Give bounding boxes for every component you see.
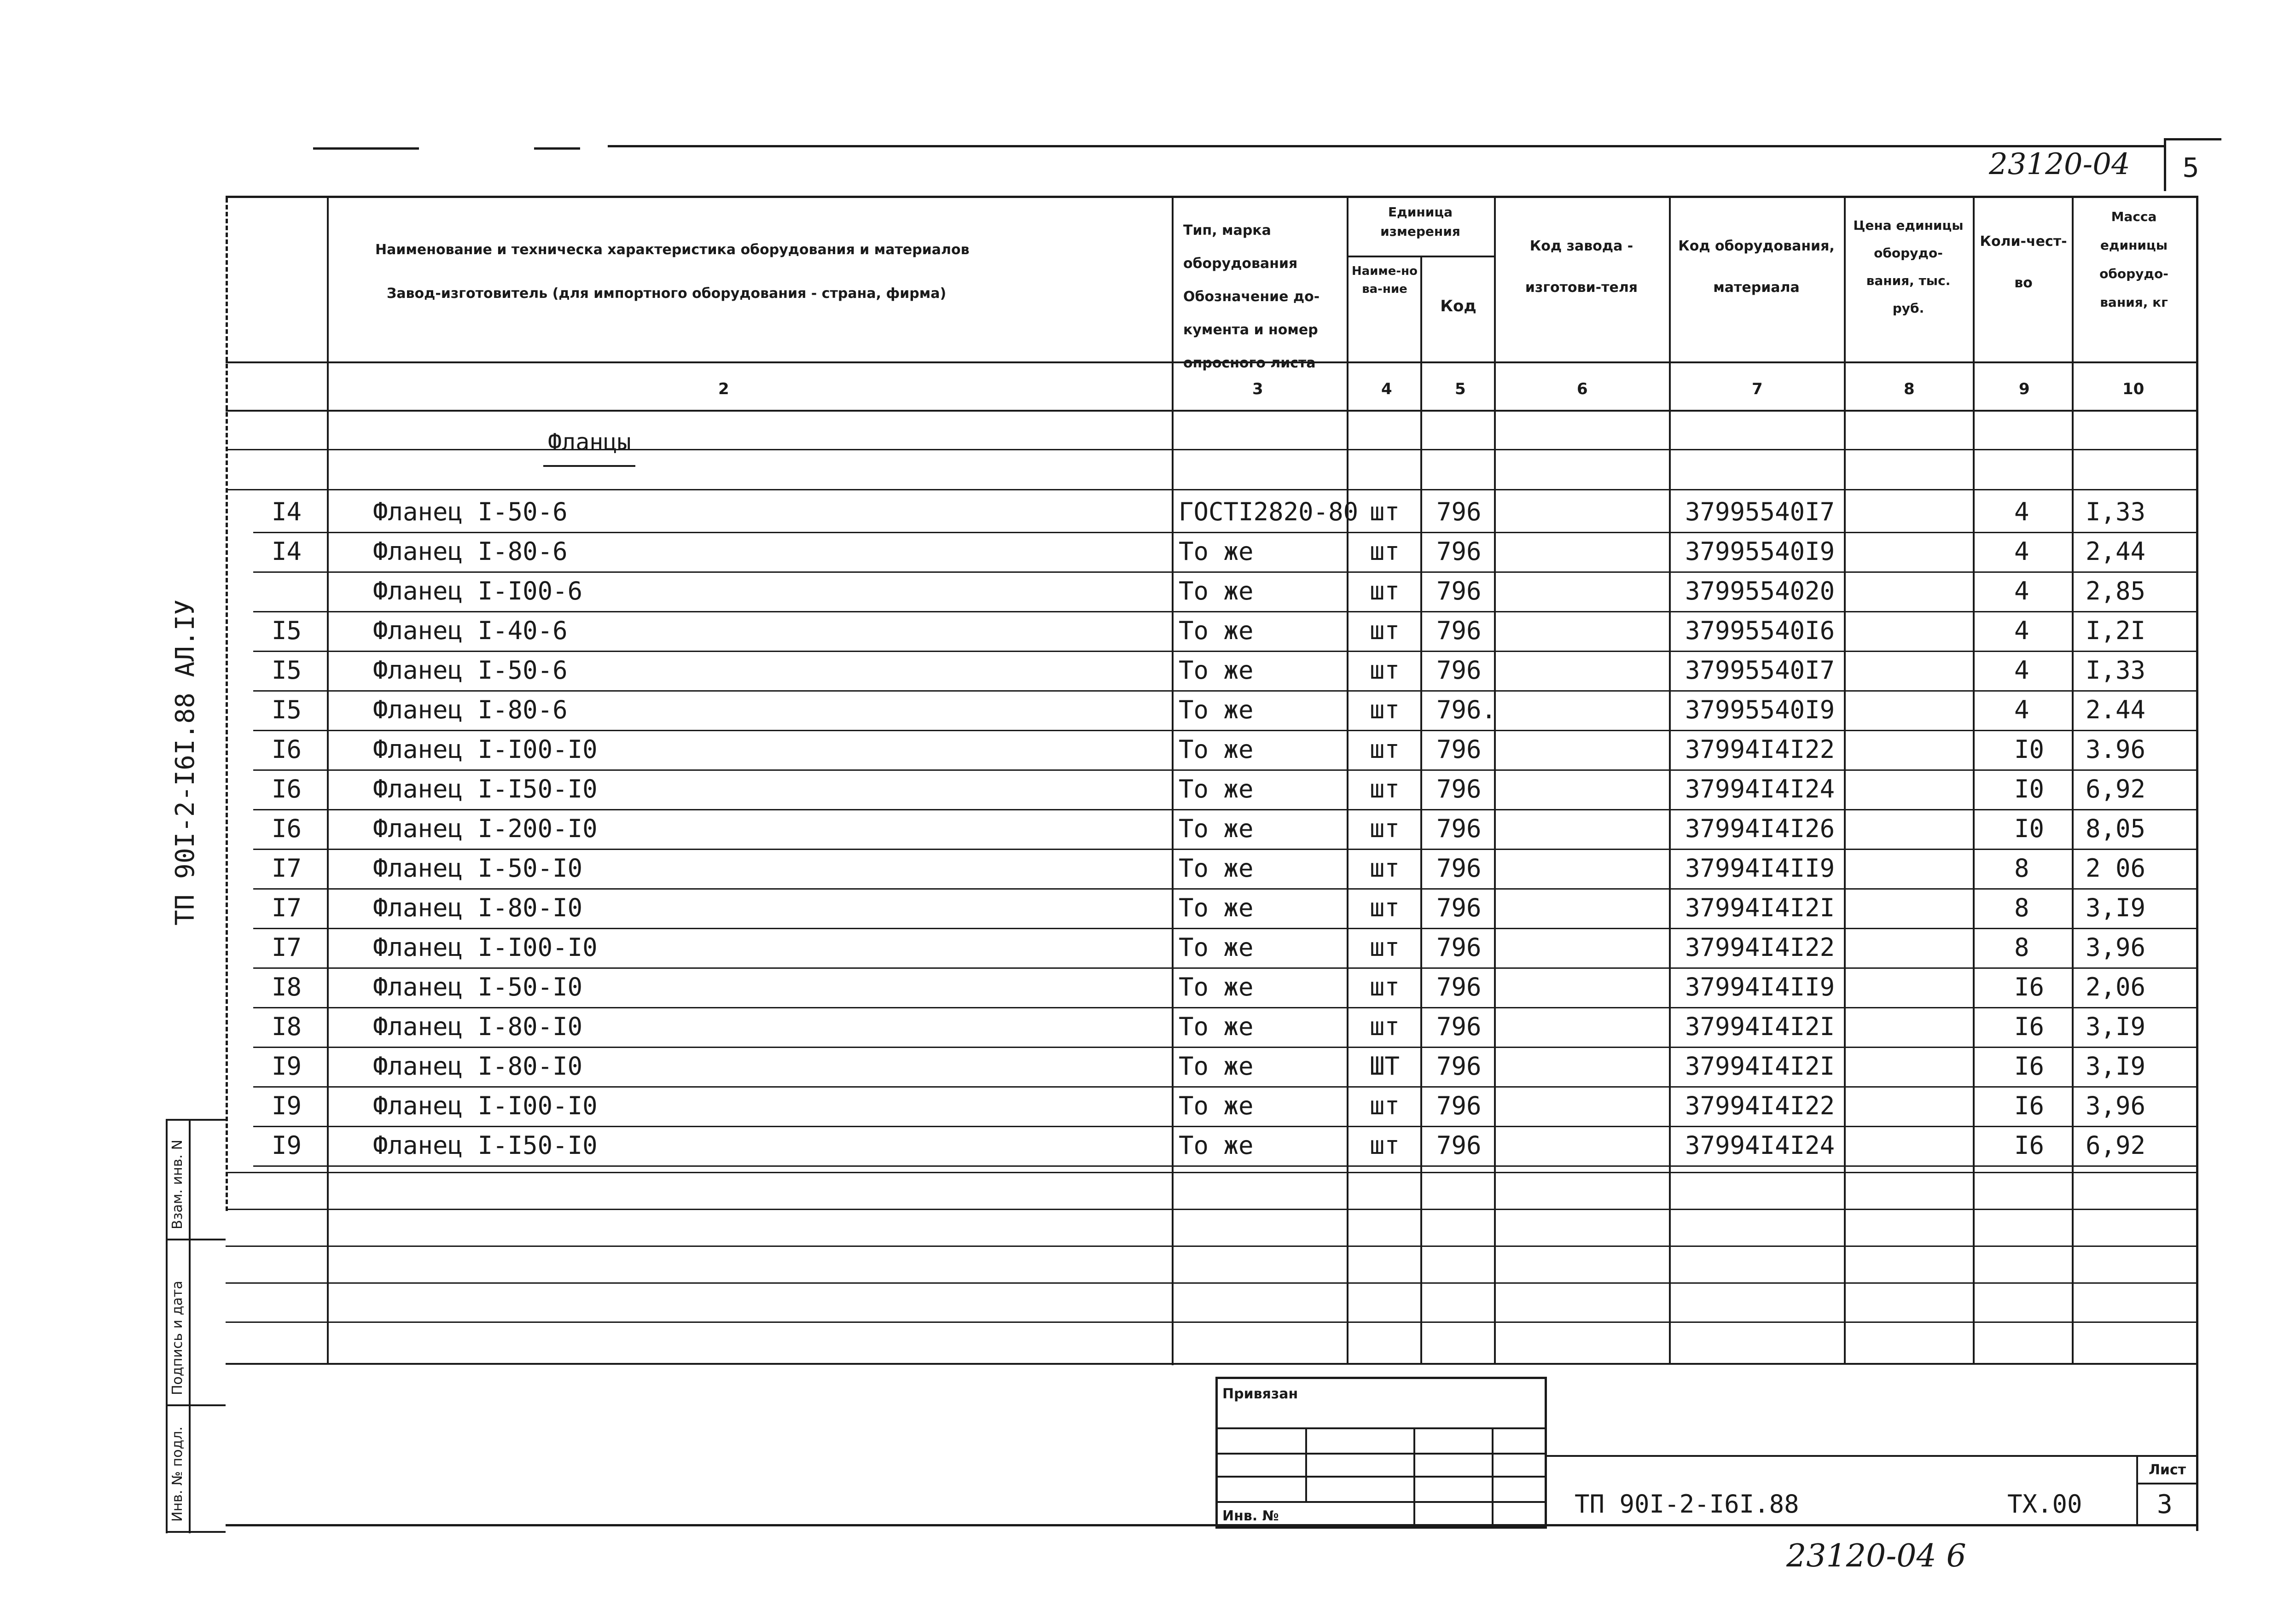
- cell-quantity: I6: [2014, 1012, 2045, 1041]
- cell-type: То же: [1179, 695, 1254, 724]
- colnum-4: 4: [1381, 380, 1392, 398]
- row-divider: [253, 730, 2196, 731]
- colnum-8: 8: [1904, 380, 1915, 398]
- cell-type: То же: [1179, 537, 1254, 566]
- header-col10: Масса единицы оборудо-вания, кг: [2099, 209, 2168, 310]
- cell-equipment-code: 3799554020: [1685, 576, 1835, 605]
- cell-unit-code: 796: [1436, 1012, 1482, 1041]
- cell-unit: шт: [1370, 933, 1400, 962]
- bound-stamp-line-3: [1215, 1476, 1545, 1478]
- cell-unit-code: 796: [1436, 616, 1482, 645]
- cell-unit-code: 796: [1436, 497, 1482, 526]
- empty-row-line-4: [226, 1282, 2196, 1284]
- bound-stamp-v-1: [1305, 1427, 1307, 1501]
- cell-quantity: 4: [2014, 537, 2029, 566]
- row-divider: [253, 611, 2196, 612]
- table-right-border: [2196, 196, 2198, 1531]
- colnum-9: 9: [2019, 380, 2030, 398]
- cell-position: I6: [272, 735, 302, 764]
- header-col2-line2: Завод-изготовитель (для импортного оборудования - страна, фирма): [387, 285, 947, 302]
- bound-label: Привязан: [1222, 1386, 1298, 1402]
- row-divider: [253, 651, 2196, 652]
- header-col3-line3: Обозначение до-: [1183, 289, 1320, 305]
- cell-unit: шт: [1370, 537, 1400, 566]
- cell-name: Фланец I-80-I0: [373, 1052, 583, 1081]
- cell-unit: шт: [1370, 735, 1400, 764]
- cell-name: Фланец I-50-I0: [373, 972, 583, 1001]
- cell-equipment-code: 37994I4II9: [1685, 972, 1835, 1001]
- cell-unit-code: 796: [1436, 1131, 1482, 1160]
- cell-type: То же: [1179, 933, 1254, 962]
- inv-label: Инв. №: [1222, 1508, 1279, 1524]
- sheet-number: 3: [2157, 1490, 2173, 1519]
- cell-position: I7: [272, 893, 302, 922]
- data-start-line: [226, 489, 2196, 490]
- cell-type: То же: [1179, 774, 1254, 803]
- cell-equipment-code: 37994I4I24: [1685, 1131, 1835, 1160]
- cell-position: I9: [272, 1052, 302, 1081]
- cell-type: То же: [1179, 656, 1254, 685]
- sheet-box-mid: [2136, 1483, 2196, 1484]
- cell-name: Фланец I-I00-I0: [373, 933, 598, 962]
- cell-name: Фланец I-80-6: [373, 537, 568, 566]
- section-code: ТХ.00: [2007, 1490, 2082, 1519]
- section-title-underline: [543, 465, 635, 467]
- col-line-9: [1973, 198, 1975, 1363]
- sheet-label: Лист: [2148, 1462, 2186, 1478]
- section-row-line: [226, 449, 2196, 450]
- doc-code: ТП 90I-2-I6I.88: [1575, 1490, 1799, 1519]
- colnum-6: 6: [1577, 380, 1588, 398]
- row-divider: [253, 1047, 2196, 1048]
- cell-unit-code: 796: [1436, 893, 1482, 922]
- cell-type: ГОСТI2820-80: [1179, 497, 1359, 526]
- row-divider: [253, 967, 2196, 969]
- cell-unit: шт: [1370, 774, 1400, 803]
- cell-equipment-code: 37994I4I22: [1685, 1091, 1835, 1120]
- row-divider: [253, 888, 2196, 890]
- cell-equipment-code: 37995540I7: [1685, 497, 1835, 526]
- table-left-border: [226, 198, 228, 1211]
- row-divider: [253, 809, 2196, 810]
- row-divider: [253, 1086, 2196, 1088]
- header-col6: Код завода - изготови-теля: [1525, 238, 1638, 296]
- cell-quantity: I6: [2014, 1091, 2045, 1120]
- cell-type: То же: [1179, 814, 1254, 843]
- section-title: Фланцы: [548, 429, 631, 455]
- side-doc-label: ТП 90I-2-I6I.88 АЛ.IУ: [170, 599, 200, 926]
- stamp-mid-border: [189, 1119, 191, 1533]
- table-bottom-line: [226, 1363, 2196, 1365]
- header-col3-line4: кумента и номер: [1183, 322, 1318, 338]
- cell-position: I8: [272, 1012, 302, 1041]
- empty-row-line-3: [226, 1246, 2196, 1247]
- stamp-label-3: Инв. № подл.: [169, 1426, 186, 1522]
- bound-stamp-line-1: [1215, 1427, 1545, 1429]
- row-divider: [253, 769, 2196, 771]
- header-col3-line2: оборудования: [1183, 256, 1298, 272]
- col-line-6: [1494, 198, 1496, 1363]
- colnum-2: 2: [718, 380, 729, 398]
- cell-position: I5: [272, 656, 302, 685]
- cell-position: I8: [272, 972, 302, 1001]
- colnum-7: 7: [1752, 380, 1763, 398]
- cell-quantity: I6: [2014, 1052, 2045, 1081]
- cell-name: Фланец I-I00-I0: [373, 1091, 598, 1120]
- header-col3-line5: опросного листа: [1183, 355, 1316, 371]
- bound-stamp-v-2: [1413, 1427, 1415, 1524]
- cell-type: То же: [1179, 616, 1254, 645]
- cell-mass: I,33: [2086, 656, 2146, 685]
- cell-unit-code: 796: [1436, 576, 1482, 605]
- cell-mass: 8,05: [2086, 814, 2146, 843]
- cell-mass: 3,I9: [2086, 893, 2146, 922]
- cell-name: Фланец I-200-I0: [373, 814, 598, 843]
- cell-name: Фланец I-80-I0: [373, 1012, 583, 1041]
- cell-name: Фланец I-80-I0: [373, 893, 583, 922]
- cell-name: Фланец I-50-6: [373, 656, 568, 685]
- top-dash-1: [313, 147, 419, 150]
- cell-name: Фланец I-40-6: [373, 616, 568, 645]
- cell-equipment-code: 37995540I6: [1685, 616, 1835, 645]
- cell-unit: шт: [1370, 1131, 1400, 1160]
- colnum-10: 10: [2122, 380, 2145, 398]
- cell-quantity: I6: [2014, 1131, 2045, 1160]
- cell-name: Фланец I-50-I0: [373, 854, 583, 883]
- colnum-3: 3: [1252, 380, 1263, 398]
- cell-position: I6: [272, 814, 302, 843]
- cell-position: I5: [272, 616, 302, 645]
- cell-unit: шт: [1370, 972, 1400, 1001]
- title-block-top: [1545, 1455, 2196, 1457]
- cell-unit: шт: [1370, 854, 1400, 883]
- cell-unit: шт: [1370, 814, 1400, 843]
- cell-quantity: I0: [2014, 814, 2045, 843]
- col-line-3: [1172, 198, 1174, 1365]
- col-line-7: [1669, 198, 1671, 1363]
- row-divider: [253, 571, 2196, 573]
- cell-position: I7: [272, 854, 302, 883]
- cell-mass: 3,96: [2086, 933, 2146, 962]
- cell-quantity: 4: [2014, 695, 2029, 724]
- cell-equipment-code: 37994I4I24: [1685, 774, 1835, 803]
- row-divider: [253, 532, 2196, 533]
- cell-mass: 2,06: [2086, 972, 2146, 1001]
- stamp-top: [166, 1119, 226, 1121]
- cell-quantity: 4: [2014, 497, 2029, 526]
- cell-unit: шт: [1370, 656, 1400, 685]
- top-rule: [608, 145, 2164, 147]
- bound-stamp-line-2: [1215, 1453, 1545, 1455]
- stamp-div-2: [166, 1404, 226, 1406]
- stamp-bottom: [166, 1531, 226, 1533]
- cell-mass: 6,92: [2086, 1131, 2146, 1160]
- header-col8: Цена единицы оборудо-вания, тыс. руб.: [1853, 218, 1964, 316]
- cell-type: То же: [1179, 1131, 1254, 1160]
- header-col7: Код оборудования, материала: [1678, 238, 1835, 296]
- cell-type: То же: [1179, 1052, 1254, 1081]
- header-col9: Коли-чест-во: [1980, 233, 2067, 291]
- stamp-label-2: Подпись и дата: [169, 1281, 186, 1395]
- header-col5: Код: [1440, 297, 1476, 315]
- table-top-border: [226, 196, 2196, 198]
- cell-position: I9: [272, 1131, 302, 1160]
- cell-equipment-code: 37994I4I26: [1685, 814, 1835, 843]
- page-number: 5: [2182, 152, 2199, 183]
- cell-unit-code: 796: [1436, 933, 1482, 962]
- cell-unit: ШТ: [1370, 1052, 1400, 1081]
- cell-position: I4: [272, 537, 302, 566]
- cell-mass: 2,44: [2086, 537, 2146, 566]
- cell-type: То же: [1179, 854, 1254, 883]
- cell-unit: шт: [1370, 616, 1400, 645]
- cell-name: Фланец I-I00-I0: [373, 735, 598, 764]
- cell-unit: шт: [1370, 1091, 1400, 1120]
- cell-mass: 3,I9: [2086, 1052, 2146, 1081]
- cell-quantity: I6: [2014, 972, 2045, 1001]
- stamp-left-border: [166, 1119, 168, 1533]
- cell-name: Фланец I-I00-6: [373, 576, 583, 605]
- cell-unit-code: 796: [1436, 656, 1482, 685]
- cell-unit-code: 796: [1436, 735, 1482, 764]
- cell-mass: I,2I: [2086, 616, 2146, 645]
- cell-mass: 3,96: [2086, 1091, 2146, 1120]
- cell-mass: 3,I9: [2086, 1012, 2146, 1041]
- cell-unit: шт: [1370, 497, 1400, 526]
- cell-quantity: 4: [2014, 616, 2029, 645]
- colnum-5: 5: [1455, 380, 1466, 398]
- stamp-label-1: Взам. инв. N: [169, 1140, 186, 1229]
- header-unit-group: Единица измерения: [1380, 204, 1460, 239]
- cell-equipment-code: 37994I4I22: [1685, 735, 1835, 764]
- empty-row-line-2: [226, 1209, 2196, 1210]
- empty-row-line-5: [226, 1321, 2196, 1323]
- cell-name: Фланец I-I50-I0: [373, 1131, 598, 1160]
- cell-type: То же: [1179, 576, 1254, 605]
- cell-equipment-code: 37995540I9: [1685, 695, 1835, 724]
- cell-unit-code: 796: [1436, 1091, 1482, 1120]
- cell-mass: I,33: [2086, 497, 2146, 526]
- cell-equipment-code: 37994I4I22: [1685, 933, 1835, 962]
- top-dash-2: [534, 147, 580, 150]
- cell-equipment-code: 37995540I9: [1685, 537, 1835, 566]
- empty-row-line-1: [226, 1172, 2196, 1173]
- col-line-2: [327, 198, 329, 1363]
- cell-quantity: 8: [2014, 933, 2029, 962]
- col-line-10: [2072, 198, 2074, 1363]
- title-block-bottom: [226, 1524, 2196, 1526]
- cell-unit-code: 796: [1436, 1052, 1482, 1081]
- cell-unit-code: 796: [1436, 537, 1482, 566]
- header-col2-line1: Наименование и техническа характеристика оборудования и материалов: [375, 242, 970, 258]
- cell-unit-code: 796: [1436, 972, 1482, 1001]
- bound-stamp-line-4: [1215, 1501, 1545, 1503]
- cell-equipment-code: 37994I4I2I: [1685, 1052, 1835, 1081]
- cell-equipment-code: 37995540I7: [1685, 656, 1835, 685]
- cell-position: I6: [272, 774, 302, 803]
- cell-quantity: 4: [2014, 576, 2029, 605]
- cell-unit-code: 796: [1436, 854, 1482, 883]
- cell-equipment-code: 37994I4I2I: [1685, 1012, 1835, 1041]
- cell-quantity: 8: [2014, 893, 2029, 922]
- cell-equipment-code: 37994I4I2I: [1685, 893, 1835, 922]
- cell-quantity: 8: [2014, 854, 2029, 883]
- cell-position: I4: [272, 497, 302, 526]
- sheet-box-left: [2136, 1455, 2138, 1526]
- cell-type: То же: [1179, 735, 1254, 764]
- row-divider: [253, 928, 2196, 929]
- cell-position: I7: [272, 933, 302, 962]
- bound-stamp-v-3: [1492, 1427, 1494, 1524]
- cell-type: То же: [1179, 972, 1254, 1001]
- cell-quantity: I0: [2014, 774, 2045, 803]
- stamp-div-1: [166, 1239, 226, 1240]
- cell-unit-code: 796: [1436, 814, 1482, 843]
- cell-position: I9: [272, 1091, 302, 1120]
- cell-unit: шт: [1370, 1012, 1400, 1041]
- cell-mass: 3.96: [2086, 735, 2146, 764]
- col-line-8: [1844, 198, 1846, 1363]
- row-divider: [253, 849, 2196, 850]
- cell-unit: шт: [1370, 893, 1400, 922]
- cell-unit: шт: [1370, 695, 1400, 724]
- header-col3-line1: Тип, марка: [1183, 222, 1271, 239]
- row-divider: [253, 1007, 2196, 1008]
- cell-mass: 2 06: [2086, 854, 2146, 883]
- row-divider: [253, 690, 2196, 692]
- cell-unit: шт: [1370, 576, 1400, 605]
- cell-type: То же: [1179, 1012, 1254, 1041]
- cell-mass: 6,92: [2086, 774, 2146, 803]
- col-line-4: [1347, 198, 1348, 1363]
- row-divider: [253, 1126, 2196, 1127]
- cell-mass: 2.44: [2086, 695, 2146, 724]
- handwritten-bottom-number: 23120-04 6: [1786, 1538, 1966, 1574]
- cell-mass: 2,85: [2086, 576, 2146, 605]
- column-number-line: [226, 410, 2196, 412]
- cell-quantity: 4: [2014, 656, 2029, 685]
- row-divider: [253, 1165, 2196, 1167]
- handwritten-doc-number: 23120-04: [1989, 147, 2130, 181]
- cell-unit-code: 796.: [1436, 695, 1497, 724]
- cell-name: Фланец I-50-6: [373, 497, 568, 526]
- cell-equipment-code: 37994I4II9: [1685, 854, 1835, 883]
- cell-position: I5: [272, 695, 302, 724]
- header-col4: Наиме-нова-ние: [1351, 264, 1418, 296]
- cell-quantity: I0: [2014, 735, 2045, 764]
- header-col3: [1183, 214, 1319, 380]
- cell-name: Фланец I-80-6: [373, 695, 568, 724]
- cell-type: То же: [1179, 1091, 1254, 1120]
- cell-type: То же: [1179, 893, 1254, 922]
- cell-unit-code: 796: [1436, 774, 1482, 803]
- cell-name: Фланец I-I50-I0: [373, 774, 598, 803]
